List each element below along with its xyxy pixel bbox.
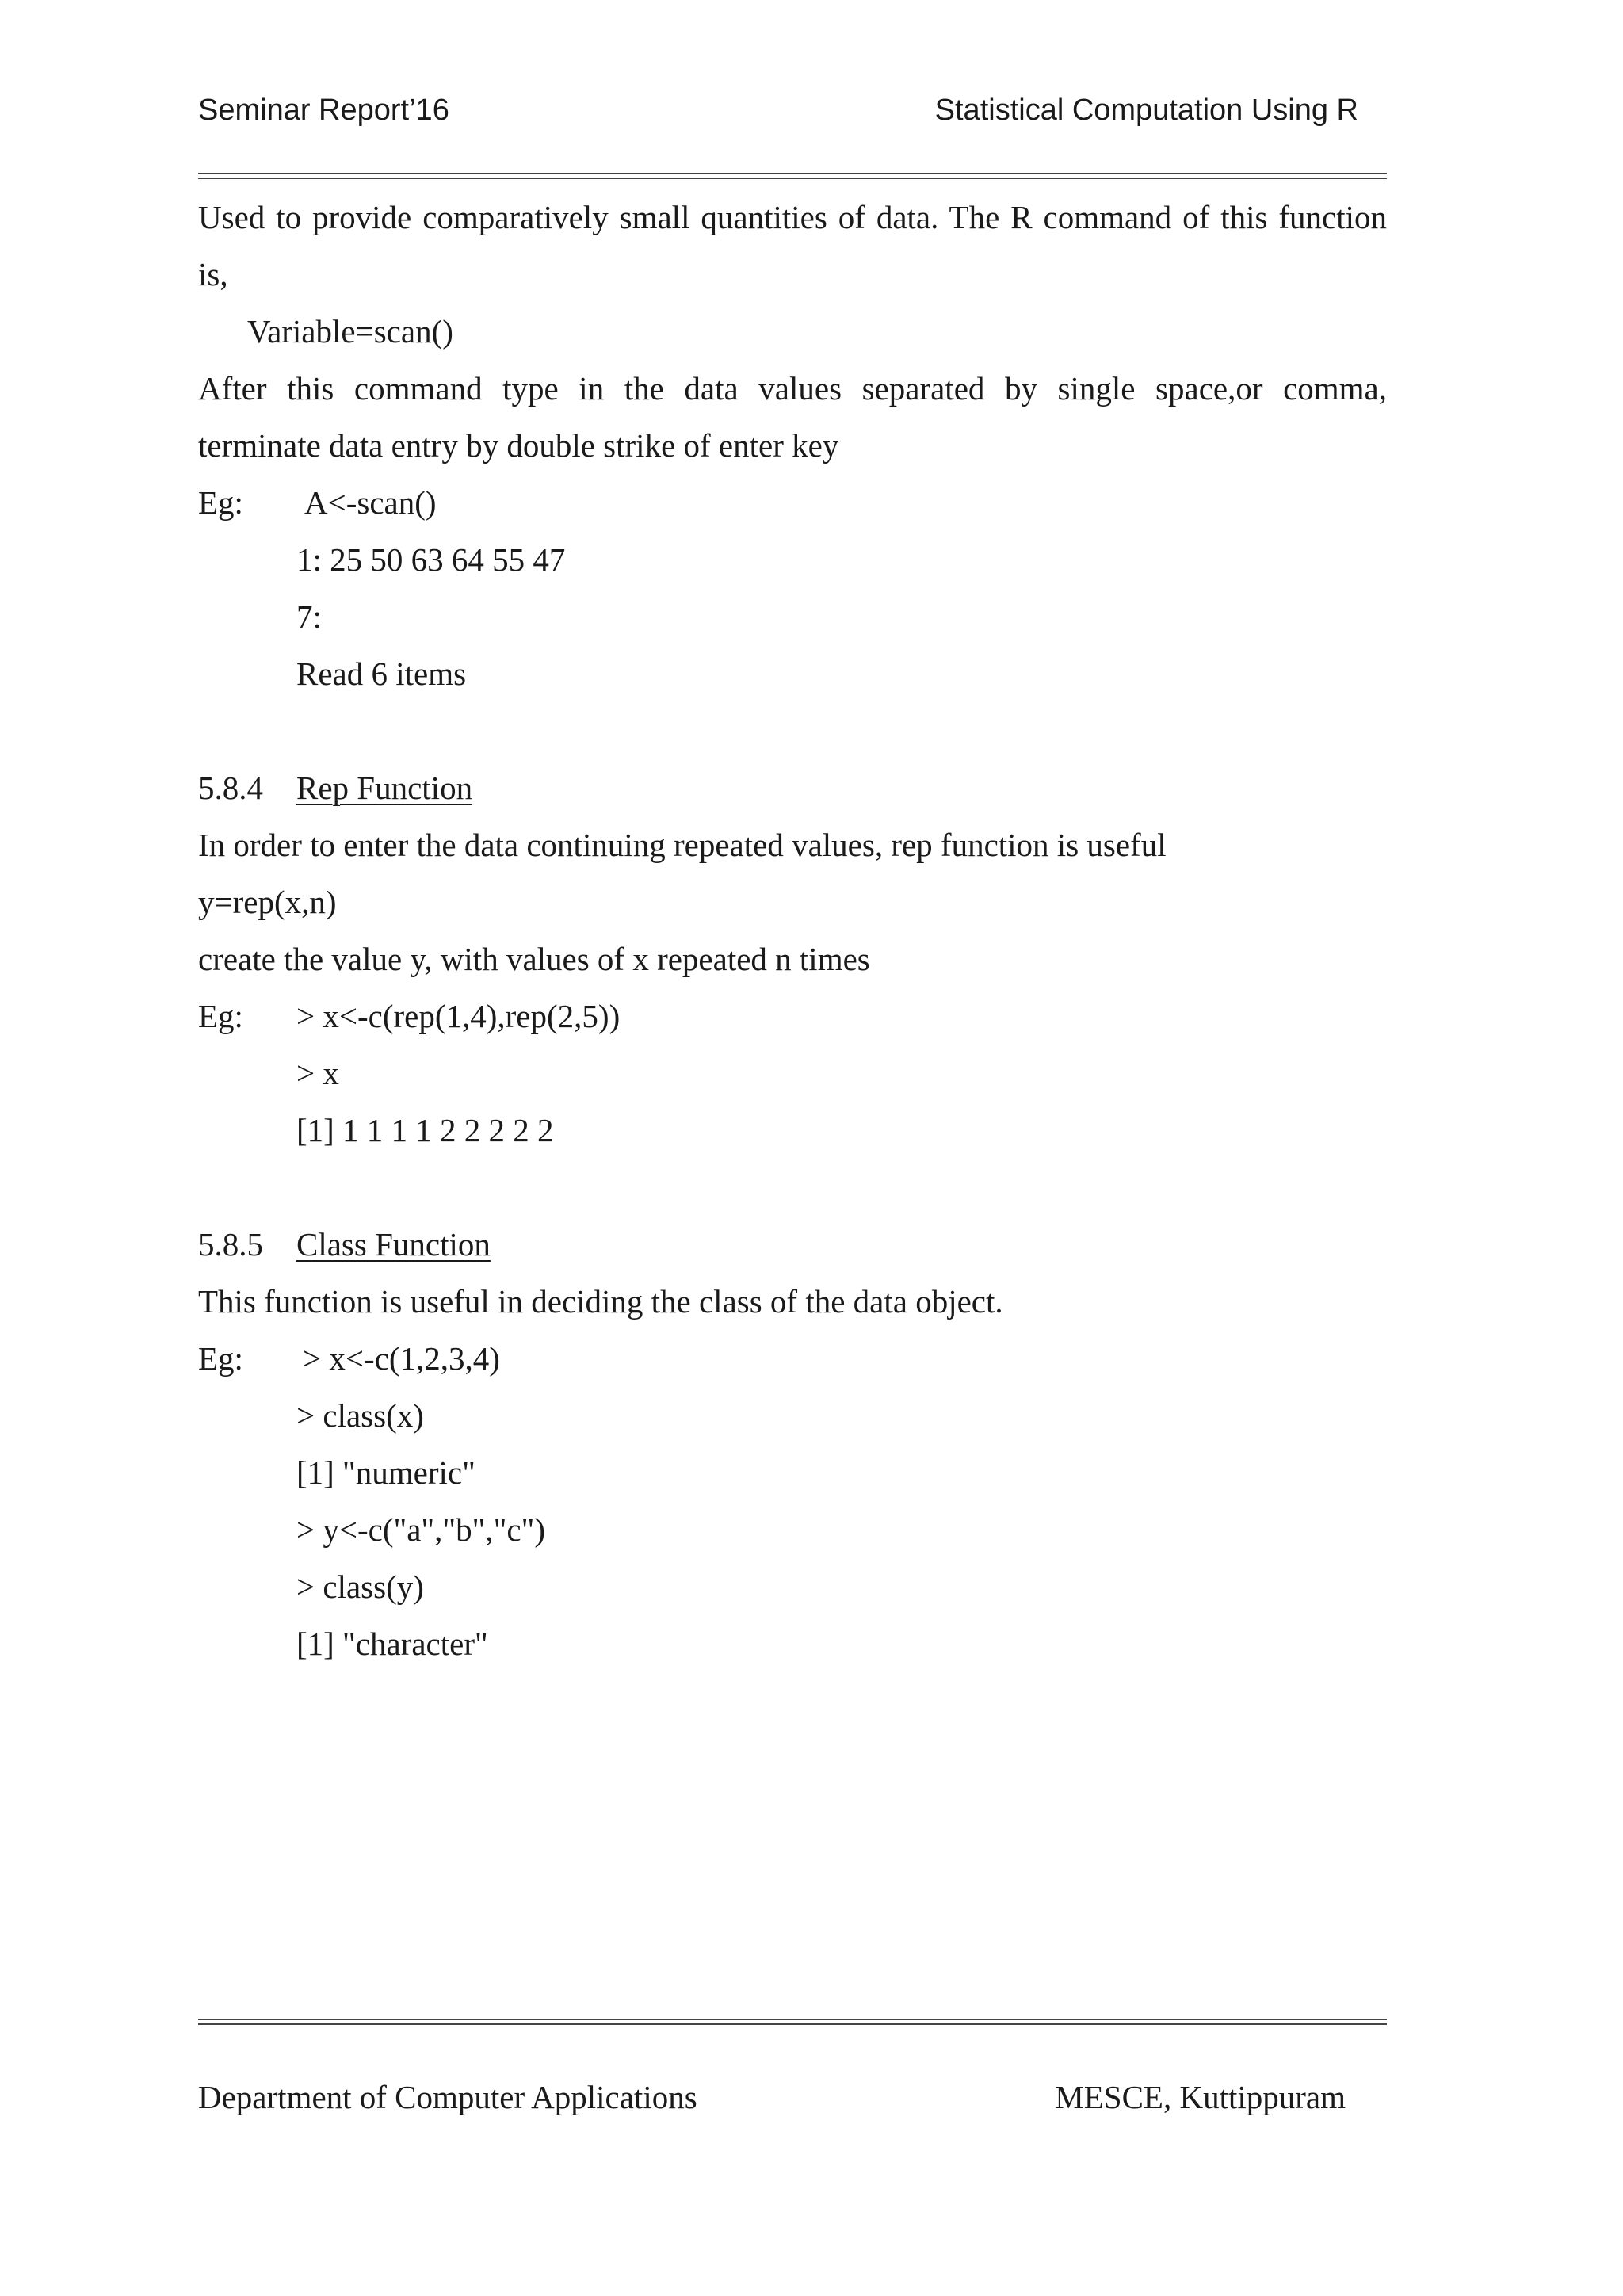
footer-department: Department of Computer Applications [198,2079,697,2115]
footer-divider [198,2019,1387,2025]
header-topic-title: Statistical Computation Using R [934,94,1358,127]
example-scan [198,482,1387,539]
example-output-line: [1] 1 1 1 1 2 2 2 2 2 [296,1112,554,1148]
example-output-line: [1] "numeric" [296,1454,475,1491]
example-output-line: 1: 25 50 63 64 55 47 [296,541,566,578]
example-label: Eg: [198,484,243,521]
header-report-title: Seminar Report’16 [198,94,449,127]
after-paragraph-line-1: After this command type in the data values separated by single space,or comma, [198,370,1387,407]
example-output-line: > class(y) [296,1568,424,1605]
rep-syntax: y=rep(x,n) [198,884,337,920]
class-description: This function is useful in deciding the class of the data object. [198,1283,1003,1320]
example-label: Eg: [198,998,243,1034]
example-rep [198,995,1387,1052]
spacer [198,1167,1387,1224]
example-output-line: > x [296,1055,339,1091]
example-label: Eg: [198,1340,243,1377]
page-body [198,197,1387,1680]
scan-command: Variable=scan() [247,313,453,350]
page-header [198,94,1387,141]
intro-paragraph-line-2: is, [198,256,228,292]
section-title: Rep Function [296,770,473,806]
section-heading-rep [198,767,1387,824]
section-number: 5.8.5 [198,1226,263,1263]
example-output-line: > y<-c("a","b","c") [296,1511,545,1548]
spacer [198,710,1387,767]
example-code: A<-scan() [304,484,437,521]
example-class [198,1338,1387,1395]
example-output-line: 7: [296,598,322,635]
example-output-line: [1] "character" [296,1626,488,1662]
rep-description: In order to enter the data continuing repeated values, rep function is useful [198,827,1167,863]
section-title: Class Function [296,1226,491,1263]
intro-paragraph-line-1: Used to provide comparatively small quantities of data. The R command of this function [198,199,1387,235]
section-heading-class [198,1224,1387,1281]
example-output-line: Read 6 items [296,655,467,692]
rep-explanation: create the value y, with values of x repeated n times [198,941,870,977]
header-divider [198,173,1387,179]
example-code: > x<-c(rep(1,4),rep(2,5)) [296,998,621,1034]
example-output-line: > class(x) [296,1397,424,1434]
footer-institution: MESCE, Kuttippuram [1055,2079,1346,2115]
after-paragraph-line-2: terminate data entry by double strike of enter key [198,427,839,464]
example-code: > x<-c(1,2,3,4) [303,1340,500,1377]
section-number: 5.8.4 [198,770,263,806]
